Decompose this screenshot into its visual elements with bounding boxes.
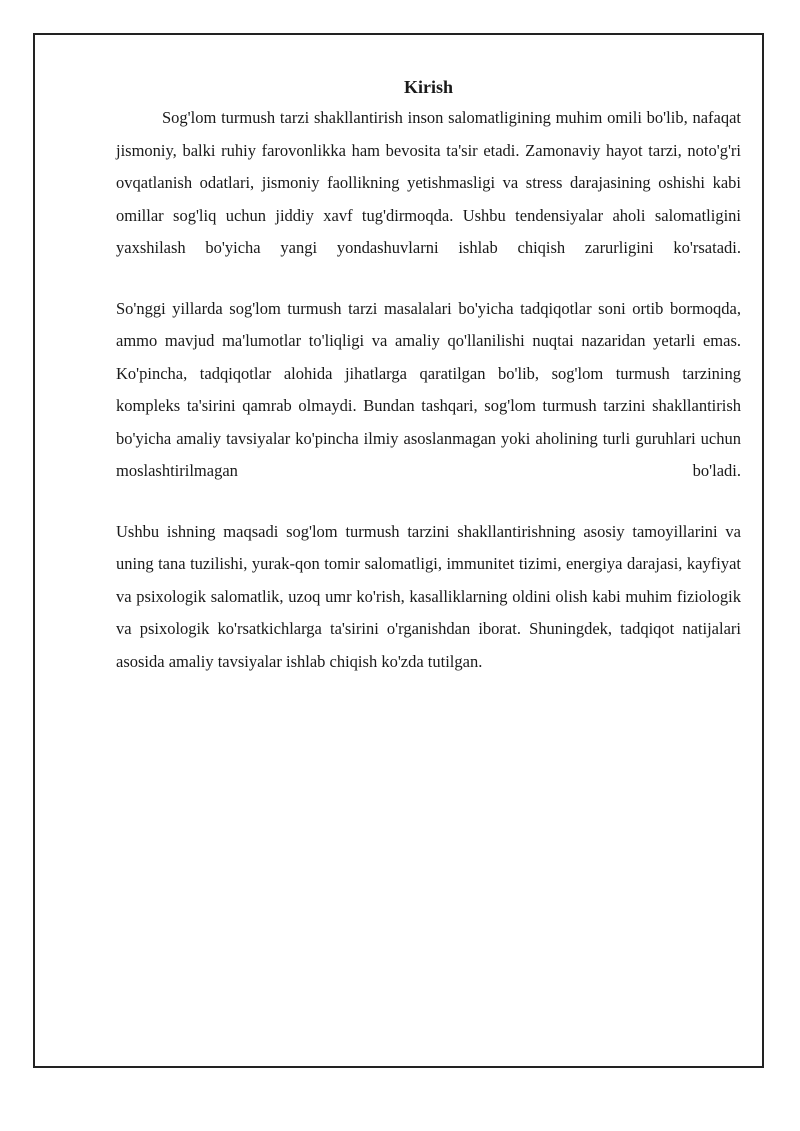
paragraph-purpose: Ushbu ishning maqsadi sog'lom turmush tarzini shakllantirishning asosiy tamoyillarini va uning tana tuzilishi, yurak-qon tomir salomatligi, immunitet tizimi, energiya darajasi, kayfiyat va psixologik salomatlik, uzoq umr ko'rish, kasalliklarning oldini olish kabi muhim fiziologik va psixologik ko'rsatkichlarga ta'sirini o'rganishdan iborat. Shuningdek, tadqiqot natijalari asosida amaliy tavsiyalar ishlab chiqish ko'zda tutilgan. — [116, 521, 741, 671]
paragraph-spacer — [116, 488, 741, 516]
paragraph-intro: Sog'lom turmush tarzi shakllantirish inson salomatligining muhim omili bo'lib, nafaqat jismoniy, balki ruhiy farovonlikka ham bevosita ta'sir etadi. Zamonaviy hayot tarzi, noto'g'ri ovqatlanish odatlari, jismoniy faollikning yetishmasligi va stress darajasining oshishi kabi omillar sog'liq uchun jiddiy xavf tug'dirmoqda. Ushbu tendensiyalar aholi salomatligini yaxshilash bo'yicha yangi yondashuvlarni ishlab chiqish zarurligini ko'rsatadi. — [116, 108, 741, 257]
document-body — [116, 74, 741, 678]
section-title: Kirish — [403, 77, 453, 97]
paragraph-research-context: So'nggi yillarda sog'lom turmush tarzi masalalari bo'yicha tadqiqotlar soni ortib bormoqda, ammo mavjud ma'lumotlar to'liqligi va amaliy qo'llanilishi nuqtai nazaridan yetarli emas. Ko'pincha, tadqiqotlar alohida jihatlarga qaratilgan bo'lib, sog'lom turmush tarzining kompleks ta'sirini qamrab olmaydi. Bundan tashqari, sog'lom turmush tarzini shakllantirish bo'yicha amaliy tavsiyalar ko'pincha ilmiy asoslanmagan yoki aholining turli guruhlari uchun moslashtirilmagan bo'ladi. — [116, 298, 741, 480]
paragraph-spacer — [116, 265, 741, 293]
